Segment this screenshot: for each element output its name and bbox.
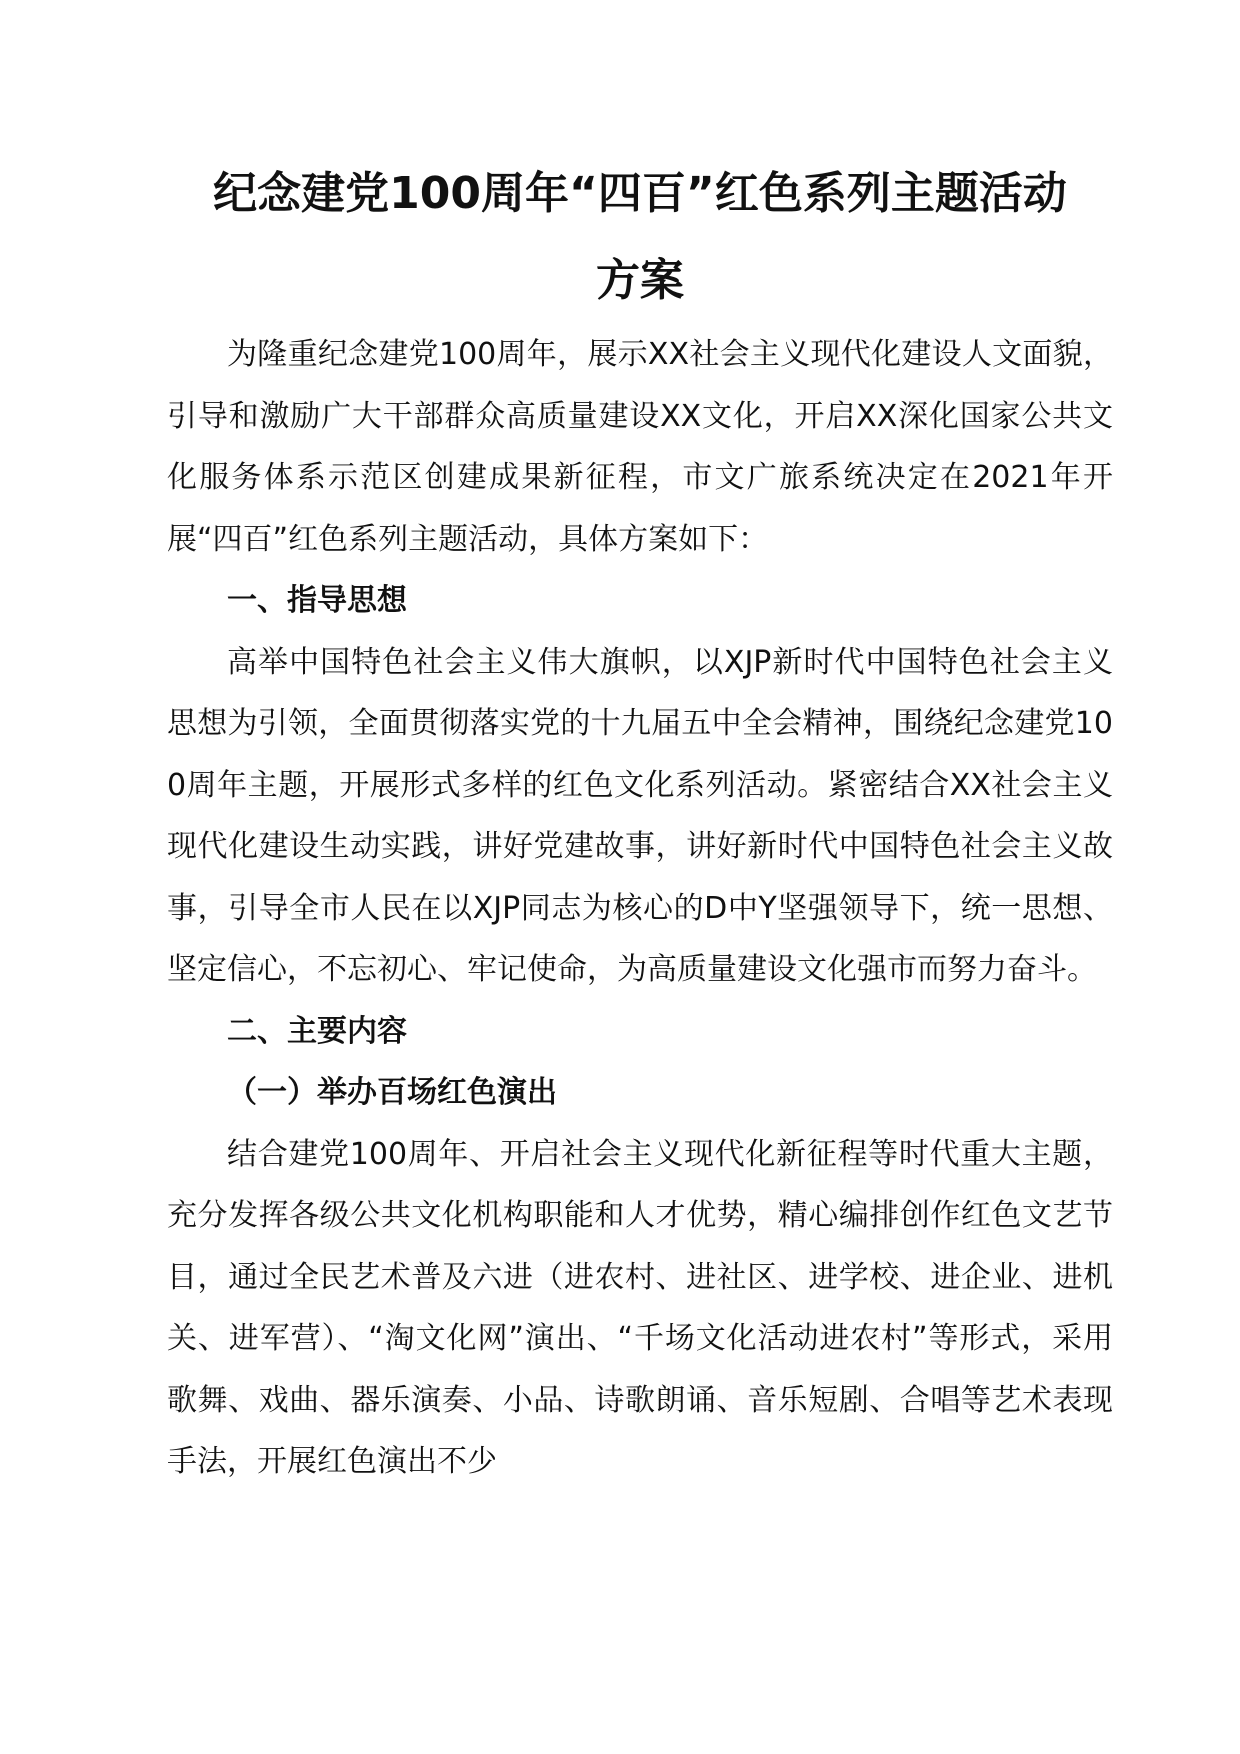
section-heading-main-content: 二、主要内容 xyxy=(227,1013,407,1049)
subsection-body-red-performances: 结合建党100周年、开启社会主义现代化新征程等时代重大主题，充分发挥各级公共文化机构职能和人才优势，精心编排创作红色文艺节目，通过全民艺术普及六进（进农村、进社区、进学校、进企业、进机关、进军营）、“淘文化网”演出、“千场文化活动进农村”等形式，采用歌舞、戏曲、器乐演奏、小品、诗歌朗诵、音乐短剧、合唱等艺术表现手法，开展红色演出不少 xyxy=(167,1136,1113,1479)
title-line-2: 方案 xyxy=(596,255,684,306)
document-page xyxy=(167,150,1113,1493)
section-body-guiding-ideology: 高举中国特色社会主义伟大旗帜，以XJP新时代中国特色社会主义思想为引领，全面贯彻落实党的十九届五中全会精神，围绕纪念建党100周年主题，开展形式多样的红色文化系列活动。紧密结合XX社会主义现代化建设生动实践，讲好党建故事，讲好新时代中国特色社会主义故事，引导全市人民在以XJP同志为核心的D中Y坚强领导下，统一思想、坚定信心，不忘初心、牢记使命，为高质量建设文化强市而努力奋斗。 xyxy=(167,644,1113,987)
section-heading-guiding-ideology: 一、指导思想 xyxy=(227,583,407,618)
intro-paragraph: 为隆重纪念建党100周年，展示XX社会主义现代化建设人文面貌，引导和激励广大干部群众高质量建设XX文化，开启XX深化国家公共文化服务体系示范区创建成果新征程，市文广旅系统决定在2021年开展“四百”红色系列主题活动，具体方案如下： xyxy=(167,337,1113,557)
title-line-1: 纪念建党100周年“四百”红色系列主题活动 xyxy=(213,168,1067,219)
subsection-heading-red-performances: （一）举办百场红色演出 xyxy=(227,1075,557,1110)
document-title xyxy=(167,150,1113,324)
